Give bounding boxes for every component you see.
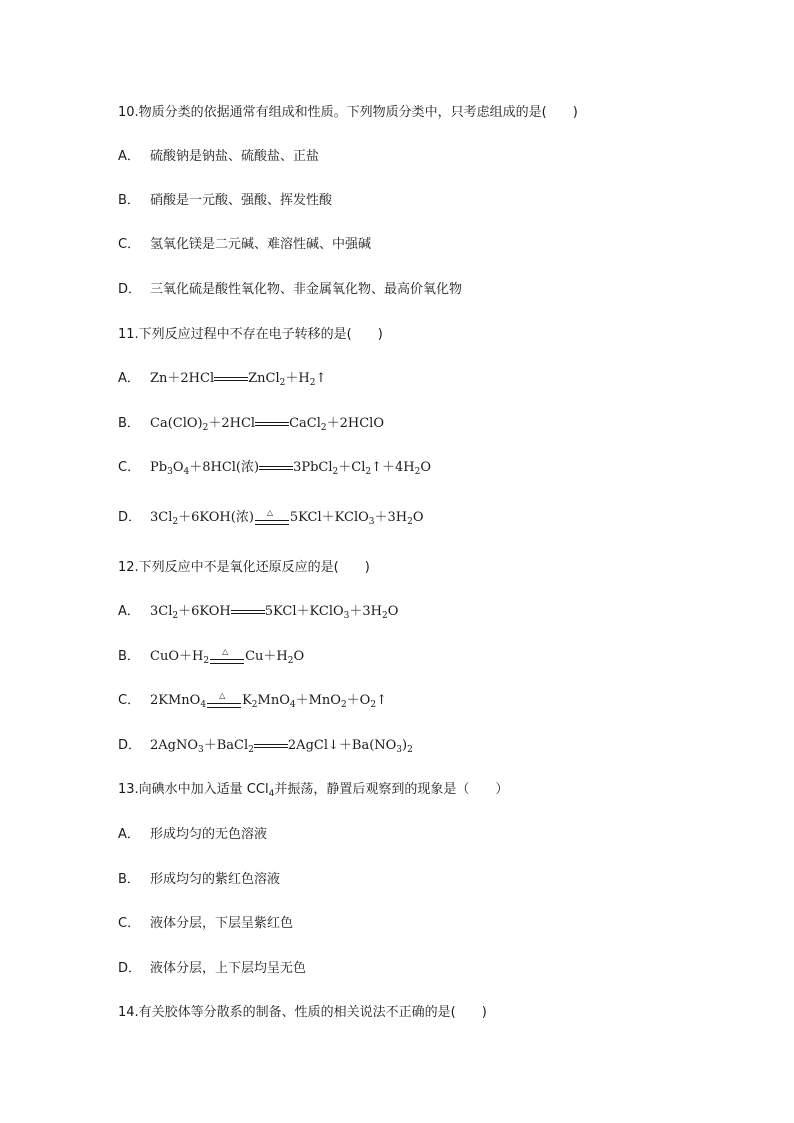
- option-text: 液体分层，上下层均呈无色: [150, 961, 307, 976]
- q10-option-c[interactable]: [118, 236, 371, 254]
- equation: $Pb_3O_4+8HCl$(浓) $3PbCl_2+Cl_2↑+4H_2O$: [150, 460, 432, 477]
- option-label: D．: [118, 510, 142, 525]
- q11-option-d[interactable]: [118, 509, 424, 527]
- q13-option-a[interactable]: [118, 826, 267, 844]
- option-label: C．: [118, 460, 141, 475]
- option-text: 液体分层，下层呈紫红色: [150, 916, 294, 931]
- heat-condition-sign: [210, 646, 244, 664]
- option-text: 硝酸是一元酸、强酸、挥发性酸: [150, 193, 333, 208]
- equation: $3Cl_2+6KOH$(浓) △ $5KCl+KClO_3+3H_2O$: [150, 507, 424, 527]
- q12-option-a[interactable]: [118, 603, 398, 621]
- option-label: A．: [118, 604, 140, 619]
- option-label: C．: [118, 237, 141, 252]
- option-text: 三氧化硫是酸性氧化物、非金属氧化物、最高价氧化物: [150, 282, 463, 297]
- option-label: B．: [118, 193, 140, 208]
- option-label: B．: [118, 649, 140, 664]
- option-label: A．: [118, 149, 140, 164]
- q12-option-c[interactable]: [118, 692, 387, 710]
- question-10-stem: 10.物质分类的依据通常有组成和性质。下列物质分类中，只考虑组成的是( ): [118, 105, 578, 120]
- option-label: B．: [118, 872, 140, 887]
- option-label: B．: [118, 416, 140, 431]
- heat-triangle-icon: △: [222, 646, 229, 656]
- question-13-stem: 13.向碘水中加入适量 CCl$_4$并振荡，静置后观察到的现象是（ ）: [118, 782, 509, 799]
- heat-condition-sign: [255, 507, 289, 525]
- option-label: A．: [118, 371, 140, 386]
- q13-option-b[interactable]: [118, 871, 280, 889]
- option-label: D．: [118, 961, 142, 976]
- option-text: 形成均匀的紫红色溶液: [150, 872, 281, 887]
- q10-option-a[interactable]: [118, 148, 319, 166]
- question-12-stem: 12.下列反应中不是氧化还原反应的是( ): [118, 560, 370, 575]
- option-text: 氢氧化镁是二元碱、难溶性碱、中强碱: [150, 237, 372, 252]
- equation: $Ca(ClO)_2+2HCl$ CaCl$_2$＋2HClO: [150, 416, 384, 433]
- option-text: 形成均匀的无色溶液: [150, 827, 268, 842]
- q10-option-d[interactable]: [118, 281, 462, 299]
- equals-sign-icon: [255, 418, 289, 430]
- q12-option-b[interactable]: [118, 648, 304, 666]
- question-14-stem: 14.有关胶体等分散系的制备、性质的相关说法不正确的是( ): [118, 1005, 487, 1020]
- q11-option-b[interactable]: [118, 415, 384, 433]
- option-text: 硫酸钠是钠盐、硫酸盐、正盐: [150, 149, 320, 164]
- equals-sign-icon: [214, 373, 248, 385]
- question-11-stem: 11.下列反应过程中不存在电子转移的是( ): [118, 327, 383, 342]
- option-label: D．: [118, 282, 142, 297]
- equation: $3Cl_2+6KOH$ $5KCl+KClO_3+3H_2O$: [150, 604, 399, 621]
- q11-option-a[interactable]: [118, 370, 326, 388]
- heat-condition-sign: [207, 690, 241, 708]
- equation: Zn＋2HCl $ZnCl_2+H_2↑$: [150, 371, 327, 388]
- q12-option-d[interactable]: [118, 737, 413, 755]
- equation: 2KMnO$_4$ △ $K_2MnO_4+MnO_2+O_2↑$: [150, 690, 387, 710]
- heat-triangle-icon: △: [219, 690, 226, 700]
- equals-sign-icon: [259, 462, 293, 474]
- q13-option-d[interactable]: [118, 960, 306, 978]
- option-label: D．: [118, 738, 142, 753]
- option-label: C．: [118, 916, 141, 931]
- q11-option-c[interactable]: [118, 459, 431, 477]
- equation: 2AgNO$_3$＋BaCl$_2$ $2AgCl↓+Ba(NO_3)_2$: [150, 738, 413, 755]
- q13-option-c[interactable]: [118, 915, 293, 933]
- option-label: C．: [118, 693, 141, 708]
- equals-sign-icon: [231, 606, 265, 618]
- option-label: A．: [118, 827, 140, 842]
- heat-triangle-icon: △: [266, 507, 274, 517]
- equals-sign-icon: [254, 740, 288, 752]
- q10-option-b[interactable]: [118, 192, 332, 210]
- equation: $CuO+H_2$ △ $Cu+H_2O$: [150, 646, 305, 666]
